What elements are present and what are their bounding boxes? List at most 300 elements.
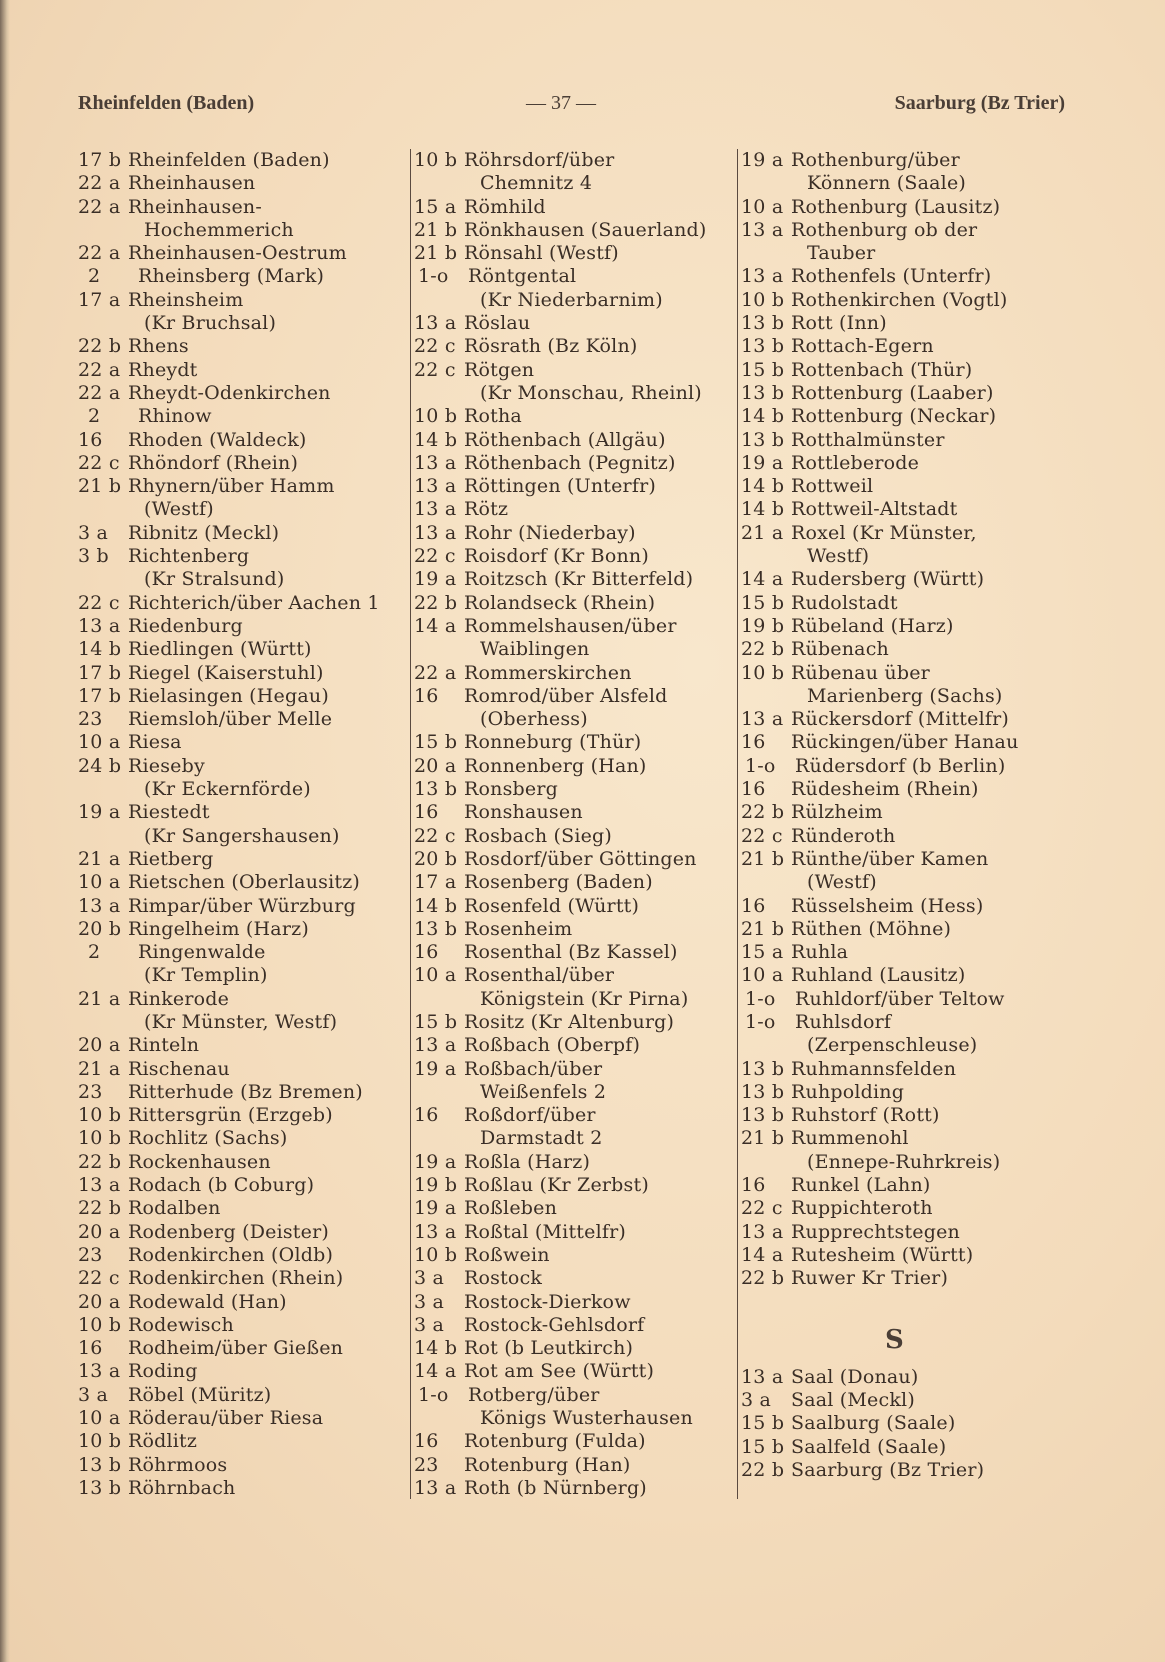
postal-code: 13 a bbox=[414, 475, 457, 498]
place-name-continuation: (Zerpenschleuse) bbox=[807, 1034, 978, 1057]
place-name: Rüsselsheim (Hess) bbox=[791, 894, 984, 917]
list-item bbox=[78, 871, 398, 894]
list-item bbox=[741, 429, 1048, 452]
postal-code: 22 a bbox=[78, 358, 121, 381]
place-name: Rhöndorf (Rhein) bbox=[128, 451, 299, 474]
postal-code: 13 a bbox=[741, 1220, 784, 1243]
list-item bbox=[78, 172, 398, 195]
place-name: Rülzheim bbox=[791, 801, 883, 824]
place-name: Rhynern/über Hamm bbox=[128, 475, 335, 498]
list-item bbox=[78, 1337, 398, 1360]
postal-code: 19 b bbox=[741, 614, 785, 637]
place-name: Saalburg (Saale) bbox=[791, 1412, 956, 1435]
list-item bbox=[78, 1058, 398, 1081]
postal-code: 20 a bbox=[78, 1220, 121, 1243]
list-item bbox=[78, 475, 398, 498]
list-item bbox=[414, 1430, 711, 1453]
postal-code: 22 c bbox=[78, 451, 120, 474]
place-name-continuation: Marienberg (Sachs) bbox=[807, 684, 1003, 707]
list-item bbox=[414, 265, 711, 288]
place-name: Rottleberode bbox=[791, 451, 920, 474]
place-name: Rotha bbox=[464, 405, 522, 428]
list-item bbox=[414, 825, 711, 848]
place-name: Röhrmoos bbox=[128, 1453, 228, 1476]
place-name: Ringenwalde bbox=[138, 941, 266, 964]
postal-code: 2 bbox=[88, 941, 101, 964]
place-name-continuation: Könnern (Saale) bbox=[807, 172, 967, 195]
list-item bbox=[78, 1267, 398, 1290]
postal-code: 16 bbox=[414, 941, 439, 964]
list-item bbox=[78, 1221, 398, 1244]
list-item bbox=[741, 1011, 1048, 1034]
place-name: Rotberg/über bbox=[468, 1383, 600, 1406]
place-name: Rositz (Kr Altenburg) bbox=[464, 1010, 675, 1033]
place-name: Ringelheim (Harz) bbox=[128, 917, 309, 940]
postal-code: 16 bbox=[414, 684, 439, 707]
postal-code: 13 a bbox=[78, 894, 121, 917]
header-last-entry: Saarburg (Bz Trier) bbox=[894, 92, 1065, 114]
list-item bbox=[741, 196, 1048, 219]
place-name: Ruhmannsfelden bbox=[791, 1057, 957, 1080]
list-item bbox=[78, 149, 398, 172]
list-item bbox=[414, 1104, 711, 1127]
postal-code: 24 b bbox=[78, 754, 122, 777]
postal-code: 22 b bbox=[741, 638, 785, 661]
list-item bbox=[78, 895, 398, 918]
place-name: Roth (b Nürnberg) bbox=[464, 1476, 647, 1499]
place-name: Roßbach (Oberpf) bbox=[464, 1034, 641, 1057]
place-name: Ruwer Kr Trier) bbox=[791, 1267, 949, 1290]
place-name: Rosenthal (Bz Kassel) bbox=[464, 941, 678, 964]
list-item bbox=[78, 429, 398, 452]
postal-code: 22 c bbox=[741, 1197, 783, 1220]
list-item bbox=[414, 545, 711, 568]
postal-code: 14 b bbox=[741, 405, 785, 428]
list-item bbox=[78, 382, 398, 405]
list-item bbox=[741, 941, 1048, 964]
place-name: Ribnitz (Meckl) bbox=[128, 521, 280, 544]
postal-code: 17 b bbox=[78, 149, 122, 171]
postal-code: 13 a bbox=[414, 312, 457, 335]
place-name-continuation: (Westf) bbox=[807, 871, 877, 894]
place-name: Rottweil bbox=[791, 475, 874, 498]
postal-code: 14 b bbox=[78, 638, 122, 661]
postal-code: 16 bbox=[741, 894, 766, 917]
postal-code: 17 b bbox=[78, 661, 122, 684]
list-item bbox=[741, 498, 1048, 521]
place-name: Rückingen/über Hanau bbox=[791, 731, 1019, 754]
list-item bbox=[741, 778, 1048, 801]
list-item bbox=[78, 335, 398, 358]
place-name-continuation: Westf) bbox=[807, 545, 870, 568]
postal-code: 2 bbox=[88, 265, 101, 288]
list-item bbox=[78, 1314, 398, 1337]
place-name-continuation: (Westf) bbox=[144, 498, 214, 521]
list-item bbox=[741, 895, 1048, 918]
place-name: Roßwein bbox=[464, 1243, 550, 1266]
list-item bbox=[414, 1384, 711, 1407]
list-item bbox=[414, 475, 711, 498]
list-item bbox=[78, 638, 398, 661]
postal-code: 1-o bbox=[418, 265, 449, 288]
page-header bbox=[78, 92, 1065, 122]
postal-code: 13 b bbox=[78, 1476, 122, 1499]
list-item bbox=[414, 1034, 711, 1057]
postal-code: 14 b bbox=[414, 894, 458, 917]
postal-code: 21 a bbox=[741, 521, 784, 544]
place-name: Rönkhausen (Sauerland) bbox=[464, 218, 707, 241]
postal-code: 21 b bbox=[414, 218, 458, 241]
list-item bbox=[414, 498, 711, 521]
place-name: Romrod/über Alsfeld bbox=[464, 684, 668, 707]
list-item bbox=[414, 429, 711, 452]
postal-code: 13 a bbox=[414, 1220, 457, 1243]
postal-code: 19 a bbox=[414, 568, 457, 591]
list-item bbox=[741, 335, 1048, 358]
place-name: Runkel (Lahn) bbox=[791, 1174, 931, 1197]
place-name: Rheinsheim bbox=[128, 288, 244, 311]
list-item bbox=[741, 1389, 1048, 1412]
place-name: Röthenbach (Pegnitz) bbox=[464, 451, 676, 474]
place-name: Rostock-Gehlsdorf bbox=[464, 1313, 645, 1336]
list-item bbox=[414, 615, 711, 638]
list-item bbox=[78, 1430, 398, 1453]
postal-code: 10 a bbox=[741, 964, 784, 987]
postal-code: 16 bbox=[414, 1430, 439, 1453]
list-item bbox=[78, 615, 398, 638]
place-name-continuation: (Kr Sangershausen) bbox=[144, 824, 340, 847]
list-item bbox=[414, 1291, 711, 1314]
postal-code: 14 b bbox=[741, 498, 785, 521]
list-item bbox=[78, 755, 398, 778]
list-item bbox=[78, 452, 398, 475]
place-name: Röthenbach (Allgäu) bbox=[464, 428, 666, 451]
place-name: Rüthen (Möhne) bbox=[791, 917, 952, 940]
postal-code: 22 a bbox=[414, 661, 457, 684]
place-name: Rottweil-Altstadt bbox=[791, 498, 958, 521]
postal-code: 22 c bbox=[78, 591, 120, 614]
place-name: Rinteln bbox=[128, 1034, 200, 1057]
postal-code: 14 a bbox=[741, 568, 784, 591]
place-name-continuation: Tauber bbox=[807, 242, 876, 265]
place-name-continuation: (Kr Niederbarnim) bbox=[480, 288, 663, 311]
place-name: Röderau/über Riesa bbox=[128, 1407, 324, 1430]
place-name: Roßbach/über bbox=[464, 1057, 603, 1080]
postal-code: 2 bbox=[88, 405, 101, 428]
place-name: Rübenach bbox=[791, 638, 889, 661]
list-item bbox=[741, 522, 1048, 545]
postal-code: 20 a bbox=[78, 1034, 121, 1057]
place-name: Rottenburg (Neckar) bbox=[791, 405, 997, 428]
postal-code: 21 b bbox=[741, 847, 785, 870]
place-name: Rothenfels (Unterfr) bbox=[791, 265, 992, 288]
place-name-continuation: Darmstadt 2 bbox=[480, 1127, 603, 1150]
postal-code: 19 a bbox=[741, 451, 784, 474]
list-item bbox=[78, 592, 398, 615]
place-name: Ronsberg bbox=[464, 778, 558, 801]
place-name: Rochlitz (Sachs) bbox=[128, 1127, 288, 1150]
list-item bbox=[78, 1034, 398, 1057]
list-item bbox=[741, 825, 1048, 848]
list-item bbox=[741, 731, 1048, 754]
list-item bbox=[78, 1477, 398, 1500]
list-item bbox=[414, 755, 711, 778]
postal-code: 13 a bbox=[78, 614, 121, 637]
postal-code: 10 a bbox=[78, 871, 121, 894]
list-item bbox=[414, 1197, 711, 1220]
list-item bbox=[414, 801, 711, 824]
place-name: Richtenberg bbox=[128, 545, 250, 568]
place-name: Rommerskirchen bbox=[464, 661, 632, 684]
place-name: Rhinow bbox=[138, 405, 212, 428]
place-name: Rötz bbox=[464, 498, 509, 521]
place-name: Ruhstorf (Rott) bbox=[791, 1104, 940, 1127]
list-item bbox=[741, 312, 1048, 335]
postal-code: 21 b bbox=[741, 1127, 785, 1150]
place-name: Rückersdorf (Mittelfr) bbox=[791, 708, 1009, 731]
place-name: Rhens bbox=[128, 335, 189, 358]
list-item bbox=[78, 359, 398, 382]
list-item bbox=[414, 1477, 711, 1500]
list-item bbox=[414, 1267, 711, 1290]
postal-code: 10 a bbox=[414, 964, 457, 987]
place-name: Ruppichteroth bbox=[791, 1197, 933, 1220]
place-name-continuation: (Kr Monschau, Rheinl) bbox=[480, 381, 702, 404]
place-name: Rutesheim (Württ) bbox=[791, 1243, 974, 1266]
list-item bbox=[78, 522, 398, 545]
postal-code: 13 a bbox=[414, 521, 457, 544]
list-item bbox=[741, 405, 1048, 428]
postal-code: 13 b bbox=[741, 428, 785, 451]
list-item bbox=[741, 359, 1048, 382]
postal-code: 16 bbox=[414, 1104, 439, 1127]
place-name: Ruhla bbox=[791, 941, 849, 964]
list-item bbox=[741, 475, 1048, 498]
postal-code: 13 b bbox=[78, 1453, 122, 1476]
postal-code: 13 a bbox=[741, 265, 784, 288]
page-edge-shadow bbox=[0, 0, 10, 1662]
postal-code: 22 c bbox=[414, 335, 456, 358]
postal-code: 13 a bbox=[414, 1034, 457, 1057]
place-name: Rolandseck (Rhein) bbox=[464, 591, 656, 614]
list-item bbox=[414, 778, 711, 801]
place-name: Rübenau über bbox=[791, 661, 930, 684]
place-name: Rottenburg (Laaber) bbox=[791, 381, 994, 404]
postal-code: 22 a bbox=[78, 242, 121, 265]
list-item bbox=[414, 941, 711, 964]
list-item bbox=[414, 1337, 711, 1360]
postal-code: 3 a bbox=[414, 1313, 445, 1336]
postal-code: 21 b bbox=[414, 242, 458, 265]
list-item bbox=[414, 1151, 711, 1174]
place-name: Rot (b Leutkirch) bbox=[464, 1337, 634, 1360]
postal-code: 22 c bbox=[414, 824, 456, 847]
place-name: Rötgen bbox=[464, 358, 535, 381]
place-name: Röslau bbox=[464, 312, 531, 335]
place-name: Ritterhude (Bz Bremen) bbox=[128, 1080, 363, 1103]
place-name-continuation: (Kr Stralsund) bbox=[144, 568, 285, 591]
list-item bbox=[741, 1267, 1048, 1290]
postal-code: 3 a bbox=[78, 521, 109, 544]
list-item bbox=[414, 964, 711, 987]
list-item bbox=[78, 242, 398, 265]
place-name-continuation: Hochemmerich bbox=[144, 218, 294, 241]
postal-code: 14 a bbox=[741, 1243, 784, 1266]
postal-code: 10 a bbox=[78, 1407, 121, 1430]
postal-code: 3 a bbox=[414, 1290, 445, 1313]
postal-code: 10 b bbox=[414, 405, 458, 428]
postal-code: 1-o bbox=[745, 754, 776, 777]
place-name-continuation: Weißenfels 2 bbox=[480, 1080, 607, 1103]
list-item bbox=[414, 219, 711, 242]
postal-code: 20 a bbox=[414, 754, 457, 777]
list-item bbox=[78, 1244, 398, 1267]
postal-code: 13 b bbox=[741, 335, 785, 358]
list-item bbox=[78, 1081, 398, 1104]
place-name: Ruhland (Lausitz) bbox=[791, 964, 966, 987]
place-name: Rietberg bbox=[128, 847, 214, 870]
list-item bbox=[78, 662, 398, 685]
postal-code: 13 a bbox=[741, 218, 784, 241]
postal-code: 22 c bbox=[78, 1267, 120, 1290]
postal-code: 21 b bbox=[741, 917, 785, 940]
place-name: Rünthe/über Kamen bbox=[791, 847, 989, 870]
place-name: Rödlitz bbox=[128, 1430, 198, 1453]
postal-code: 13 b bbox=[741, 1057, 785, 1080]
postal-code: 23 bbox=[78, 1080, 103, 1103]
list-item bbox=[78, 801, 398, 824]
postal-code: 13 a bbox=[741, 708, 784, 731]
postal-code: 13 a bbox=[741, 1365, 784, 1388]
place-name: Rotthalmünster bbox=[791, 428, 945, 451]
place-name: Römhild bbox=[464, 195, 546, 218]
place-name: Roding bbox=[128, 1360, 198, 1383]
list-item bbox=[741, 638, 1048, 661]
postal-code: 21 a bbox=[78, 1057, 121, 1080]
postal-code: 13 b bbox=[414, 917, 458, 940]
list-item bbox=[414, 1244, 711, 1267]
list-item bbox=[78, 545, 398, 568]
list-item bbox=[414, 522, 711, 545]
place-name: Rietschen (Oberlausitz) bbox=[128, 871, 361, 894]
list-item bbox=[741, 988, 1048, 1011]
list-item bbox=[741, 1436, 1048, 1459]
list-item bbox=[741, 452, 1048, 475]
place-name: Rummenohl bbox=[791, 1127, 909, 1150]
postal-code: 22 a bbox=[78, 172, 121, 195]
list-item bbox=[414, 1011, 711, 1034]
postal-code: 22 a bbox=[78, 381, 121, 404]
place-name: Ronshausen bbox=[464, 801, 583, 824]
place-name: Rothenburg ob der bbox=[791, 218, 978, 241]
list-item bbox=[78, 1454, 398, 1477]
postal-code: 19 b bbox=[414, 1174, 458, 1197]
postal-code: 21 a bbox=[78, 987, 121, 1010]
postal-code: 22 b bbox=[78, 335, 122, 358]
list-item bbox=[78, 708, 398, 731]
place-name: Rosenheim bbox=[464, 917, 573, 940]
postal-code: 21 a bbox=[78, 847, 121, 870]
place-name: Rielasingen (Hegau) bbox=[128, 684, 329, 707]
column-1 bbox=[78, 149, 398, 1500]
list-item bbox=[414, 895, 711, 918]
place-name: Rodenkirchen (Rhein) bbox=[128, 1267, 344, 1290]
place-name: Rodenkirchen (Oldb) bbox=[128, 1243, 334, 1266]
list-item bbox=[741, 1197, 1048, 1220]
place-name: Rheinhausen- bbox=[128, 195, 262, 218]
postal-code: 22 b bbox=[414, 591, 458, 614]
postal-code: 13 b bbox=[741, 1080, 785, 1103]
list-item bbox=[414, 1314, 711, 1337]
list-item bbox=[741, 1366, 1048, 1389]
postal-code: 20 b bbox=[414, 847, 458, 870]
list-item bbox=[414, 1360, 711, 1383]
place-name: Riegel (Kaiserstuhl) bbox=[128, 661, 324, 684]
postal-code: 13 a bbox=[414, 451, 457, 474]
list-item bbox=[78, 1407, 398, 1430]
list-item bbox=[741, 662, 1048, 685]
postal-code: 10 b bbox=[741, 661, 785, 684]
place-name: Rot am See (Württ) bbox=[464, 1360, 655, 1383]
list-item bbox=[78, 1384, 398, 1407]
postal-code: 20 b bbox=[78, 917, 122, 940]
list-item bbox=[78, 1291, 398, 1314]
place-name: Rheydt bbox=[128, 358, 198, 381]
place-name: Rheydt-Odenkirchen bbox=[128, 381, 331, 404]
postal-code: 15 b bbox=[741, 591, 785, 614]
place-name: Rothenburg/über bbox=[791, 149, 960, 171]
list-item bbox=[414, 149, 711, 172]
place-name: Saalfeld (Saale) bbox=[791, 1435, 947, 1458]
place-name: Rhoden (Waldeck) bbox=[128, 428, 307, 451]
place-name: Ruhlsdorf bbox=[795, 1010, 892, 1033]
postal-code: 15 a bbox=[741, 941, 784, 964]
list-item bbox=[78, 1127, 398, 1150]
postal-code: 23 bbox=[414, 1453, 439, 1476]
list-item bbox=[414, 335, 711, 358]
place-name: Rostock bbox=[464, 1267, 543, 1290]
postal-code: 21 b bbox=[78, 475, 122, 498]
list-item bbox=[78, 1174, 398, 1197]
column-3 bbox=[737, 149, 1048, 1499]
list-item bbox=[414, 662, 711, 685]
list-item bbox=[741, 801, 1048, 824]
postal-code: 22 c bbox=[414, 358, 456, 381]
list-item bbox=[78, 1360, 398, 1383]
place-name-continuation: Königstein (Kr Pirna) bbox=[480, 987, 689, 1010]
postal-code: 16 bbox=[741, 1174, 766, 1197]
place-name: Rott (Inn) bbox=[791, 312, 887, 335]
postal-code: 14 a bbox=[414, 1360, 457, 1383]
postal-code: 22 c bbox=[741, 824, 783, 847]
place-name-continuation: (Kr Bruchsal) bbox=[144, 312, 277, 335]
place-name: Rommelshausen/über bbox=[464, 614, 677, 637]
postal-code: 16 bbox=[78, 1337, 103, 1360]
place-name: Rheinhausen bbox=[128, 172, 256, 195]
postal-code: 16 bbox=[741, 778, 766, 801]
postal-code: 19 a bbox=[414, 1150, 457, 1173]
postal-code: 3 a bbox=[741, 1389, 772, 1412]
place-name: Rösrath (Bz Köln) bbox=[464, 335, 638, 358]
page-number: — 37 — bbox=[526, 92, 596, 114]
postal-code: 10 b bbox=[78, 1313, 122, 1336]
postal-code: 14 a bbox=[414, 614, 457, 637]
place-name: Röttingen (Unterfr) bbox=[464, 475, 656, 498]
list-item bbox=[741, 1459, 1048, 1482]
place-name: Rheinsberg (Mark) bbox=[138, 265, 325, 288]
list-item bbox=[414, 568, 711, 591]
postal-code: 13 b bbox=[741, 312, 785, 335]
